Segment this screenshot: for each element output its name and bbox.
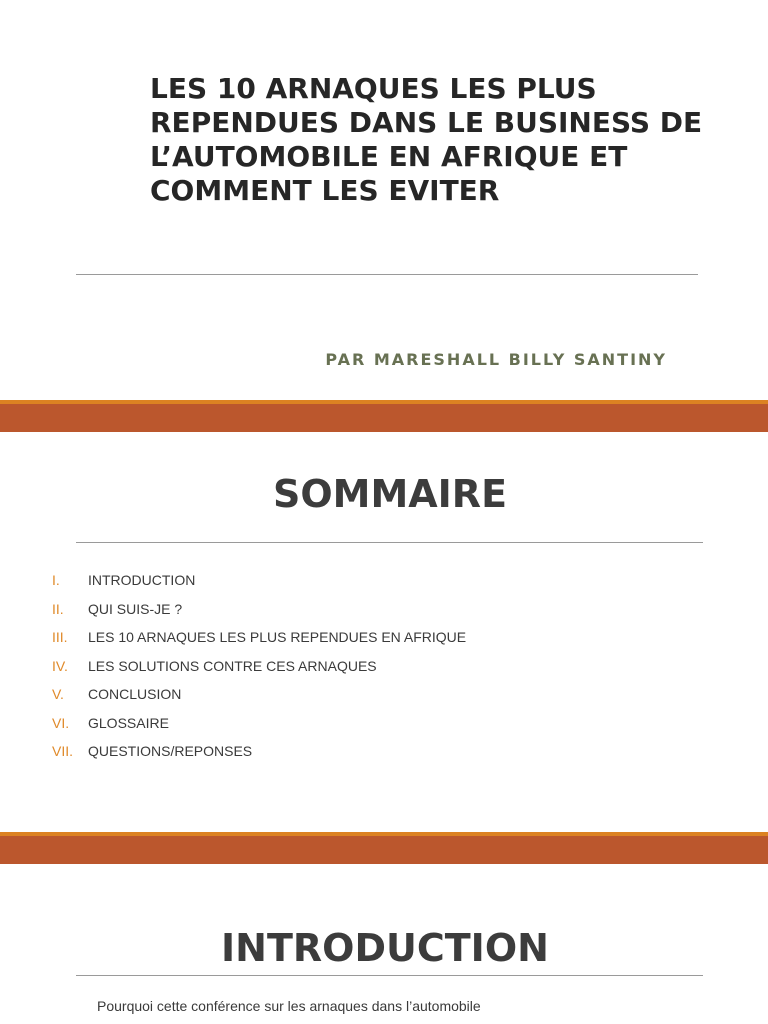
item-number: I. — [52, 572, 60, 589]
list-item — [52, 652, 466, 681]
item-number: IV. — [52, 657, 68, 674]
title-divider-line — [76, 274, 698, 275]
summary-divider-line — [76, 542, 703, 543]
item-label: GLOSSAIRE — [88, 714, 169, 731]
title-slide — [0, 0, 768, 400]
item-number: VII. — [52, 743, 74, 760]
slide-separator-band — [0, 832, 768, 864]
list-item — [52, 709, 466, 738]
item-label: QUESTIONS/REPONSES — [88, 743, 253, 760]
title-line: COMMENT LES EVITER — [150, 174, 500, 207]
list-item — [52, 680, 466, 709]
title-line: L’AUTOMOBILE EN AFRIQUE ET — [150, 140, 628, 173]
list-item — [52, 623, 466, 652]
introduction-slide — [0, 864, 768, 1024]
item-label: LES SOLUTIONS CONTRE CES ARNAQUES — [88, 657, 377, 674]
list-item — [52, 737, 466, 766]
item-label: LES 10 ARNAQUES LES PLUS REPENDUES EN AFRIQUE — [88, 629, 467, 646]
item-number: V. — [52, 686, 64, 703]
item-label: CONCLUSION — [88, 686, 182, 703]
slide-separator-band — [0, 400, 768, 432]
introduction-title: INTRODUCTION — [221, 926, 549, 970]
list-item — [52, 566, 466, 595]
introduction-body-text: Pourquoi cette conférence sur les arnaques dans l’automobile — [97, 998, 481, 1014]
item-label: INTRODUCTION — [88, 572, 196, 589]
title-line: LES 10 ARNAQUES LES PLUS — [150, 72, 597, 105]
presentation-title — [150, 72, 740, 208]
author-subtitle: PAR MARESHALL BILLY SANTINY — [325, 350, 667, 369]
summary-title: SOMMAIRE — [272, 472, 508, 516]
summary-slide — [0, 432, 768, 832]
introduction-divider-line — [76, 975, 703, 976]
item-number: III. — [52, 629, 68, 646]
item-label: QUI SUIS-JE ? — [88, 600, 183, 617]
summary-list — [52, 566, 466, 766]
list-item — [52, 595, 466, 624]
item-number: VI. — [52, 714, 70, 731]
title-line: REPENDUES DANS LE BUSINESS DE — [150, 106, 703, 139]
item-number: II. — [52, 600, 64, 617]
